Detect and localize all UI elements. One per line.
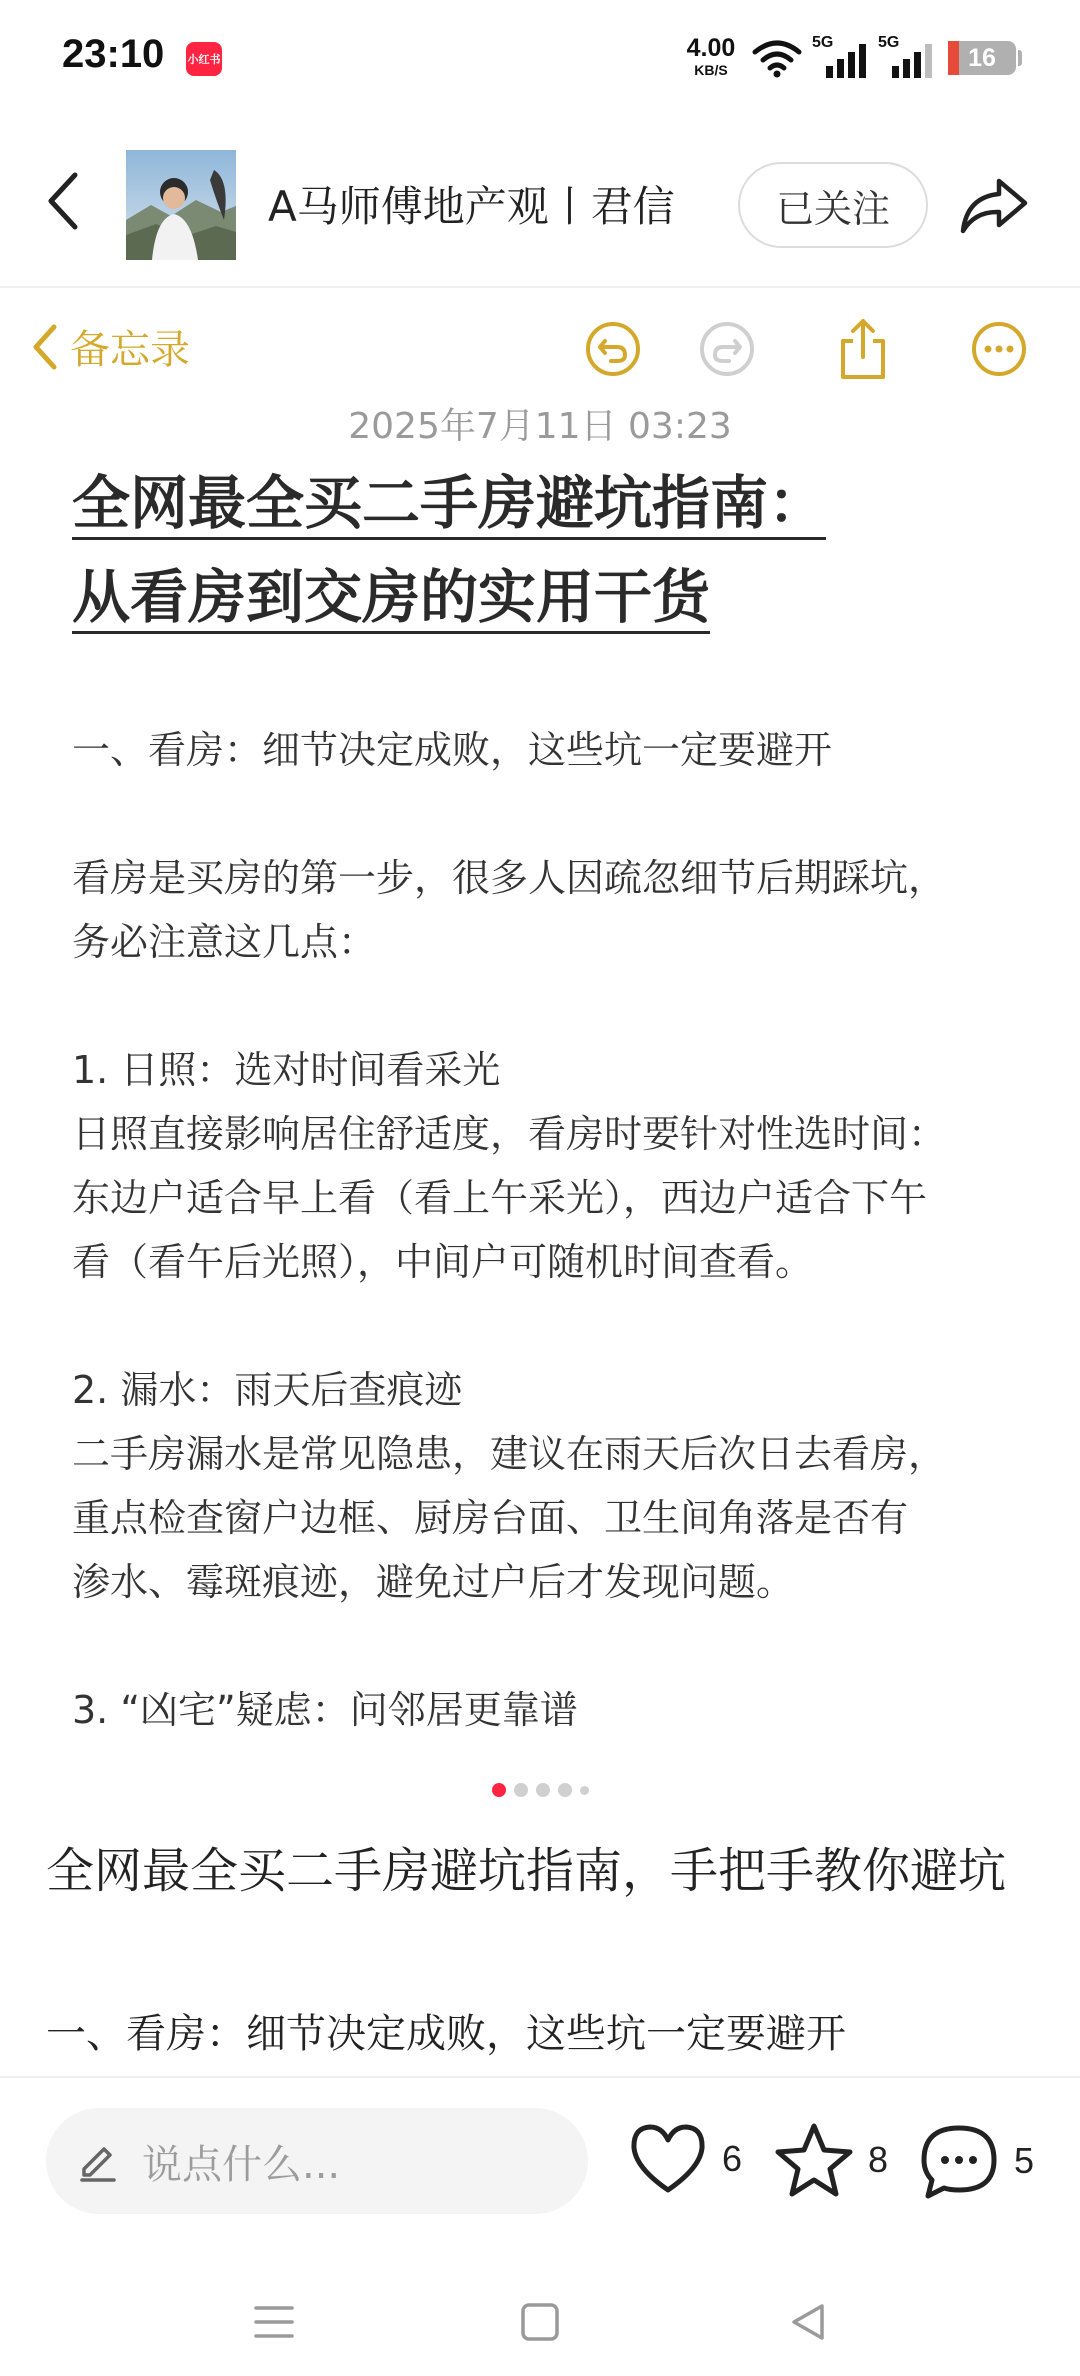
memo-line: 日照直接影响居住舒适度，看房时要针对性选时间： bbox=[72, 1112, 947, 1156]
note-header bbox=[0, 140, 1080, 270]
comment-input[interactable] bbox=[46, 2108, 588, 2214]
like-count: 6 bbox=[722, 2138, 743, 2179]
author-name[interactable]: A马师傅地产观丨君信 bbox=[268, 182, 675, 231]
memo-undo-icon bbox=[580, 316, 646, 382]
status-time: 23:10 bbox=[62, 32, 165, 76]
memo-line: 务必注意这几点： bbox=[72, 920, 377, 964]
heart-icon bbox=[628, 2122, 708, 2196]
image-pagination bbox=[0, 1780, 1080, 1800]
chevron-left-icon bbox=[43, 171, 83, 231]
network-speed-value: 4.00 bbox=[686, 34, 736, 62]
comment-count: 5 bbox=[1014, 2140, 1035, 2181]
memo-more-icon bbox=[966, 316, 1032, 382]
battery-level: 16 bbox=[968, 44, 996, 72]
memo-line: 2. 漏水：雨天后查痕迹 bbox=[72, 1368, 463, 1412]
memo-line: 渗水、霉斑痕迹，避免过户后才发现问题。 bbox=[72, 1560, 795, 1604]
memo-blank-line bbox=[72, 974, 1022, 1038]
share-button[interactable] bbox=[958, 170, 1030, 242]
battery-icon bbox=[948, 41, 1016, 75]
xiaohongshu-app-icon: 小红书 bbox=[186, 42, 222, 76]
pencil-icon bbox=[76, 2139, 120, 2183]
memo-line: 看房是买房的第一步，很多人因疏忽细节后期踩坑， bbox=[72, 856, 947, 900]
memo-blank-line bbox=[72, 1614, 1022, 1678]
back-button[interactable] bbox=[38, 166, 88, 236]
signal-5g-icon-1: 5G bbox=[812, 34, 872, 78]
bottom-action-bar bbox=[0, 2076, 1080, 2236]
pagination-dot bbox=[514, 1783, 528, 1797]
pagination-dot bbox=[558, 1783, 572, 1797]
network-speed bbox=[680, 36, 742, 77]
author-avatar[interactable] bbox=[126, 150, 236, 260]
follow-button[interactable]: 已关注 bbox=[738, 162, 928, 248]
comment-placeholder: 说点什么... bbox=[142, 2141, 341, 2188]
memo-line: 一、看房：细节决定成败，这些坑一定要避开 bbox=[72, 728, 833, 772]
memo-title bbox=[72, 456, 972, 644]
pagination-dot bbox=[536, 1783, 550, 1797]
network-speed-unit: KB/S bbox=[694, 62, 728, 78]
memo-toolbar bbox=[0, 310, 1080, 390]
memo-back-link bbox=[30, 318, 190, 375]
memo-blank-line bbox=[72, 1294, 1022, 1358]
favorite-button[interactable] bbox=[774, 2122, 888, 2198]
note-image-memo[interactable] bbox=[0, 288, 1080, 1748]
memo-date: 2025年7月11日 03:23 bbox=[348, 406, 732, 447]
memo-line: 3. “凶宅”疑虑：问邻居更靠谱 bbox=[72, 1688, 578, 1732]
nav-back-button[interactable] bbox=[784, 2300, 832, 2344]
nav-home-button[interactable] bbox=[516, 2300, 564, 2344]
memo-redo-icon bbox=[694, 316, 760, 382]
menu-icon bbox=[254, 2304, 294, 2340]
memo-line: 看（看午后光照），中间户可随机时间查看。 bbox=[72, 1240, 814, 1284]
memo-line: 重点检查窗户边框、厨房台面、卫生间角落是否有 bbox=[72, 1496, 909, 1540]
memo-share-icon bbox=[830, 316, 896, 382]
nav-menu-button[interactable] bbox=[250, 2300, 298, 2344]
post-title: 全网最全买二手房避坑指南，手把手教你避坑 bbox=[46, 1843, 1007, 1899]
home-square-icon bbox=[520, 2302, 560, 2342]
memo-back-label: 备忘录 bbox=[70, 327, 190, 373]
memo-body bbox=[72, 718, 1022, 1742]
wifi-icon bbox=[752, 38, 802, 78]
signal-5g-icon-2: 5G bbox=[878, 34, 938, 78]
share-arrow-icon bbox=[959, 175, 1029, 237]
favorite-count: 8 bbox=[868, 2139, 889, 2180]
comment-button[interactable] bbox=[918, 2122, 1034, 2200]
memo-title-line-1: 全网最全买二手房避坑指南： bbox=[72, 469, 827, 537]
memo-line: 1. 日照：选对时间看采光 bbox=[72, 1048, 501, 1092]
memo-blank-line bbox=[72, 782, 1022, 846]
like-button[interactable] bbox=[628, 2122, 742, 2196]
star-icon bbox=[774, 2122, 854, 2198]
post-body: 一、看房：细节决定成败，这些坑一定要避开 bbox=[46, 2011, 846, 2057]
memo-title-line-2: 从看房到交房的实用干货 bbox=[72, 563, 711, 631]
pagination-dot bbox=[580, 1786, 589, 1795]
back-triangle-icon bbox=[788, 2302, 828, 2342]
battery-tip bbox=[1018, 50, 1022, 66]
pagination-dot bbox=[492, 1783, 506, 1797]
memo-line: 东边户适合早上看（看上午采光），西边户适合下午 bbox=[72, 1176, 928, 1220]
status-bar bbox=[0, 0, 1080, 110]
system-nav-bar bbox=[0, 2260, 1080, 2376]
comment-bubble-icon bbox=[918, 2122, 1000, 2200]
memo-line: 二手房漏水是常见隐患，建议在雨天后次日去看房， bbox=[72, 1432, 947, 1476]
memo-chevron-left-icon bbox=[30, 323, 60, 371]
